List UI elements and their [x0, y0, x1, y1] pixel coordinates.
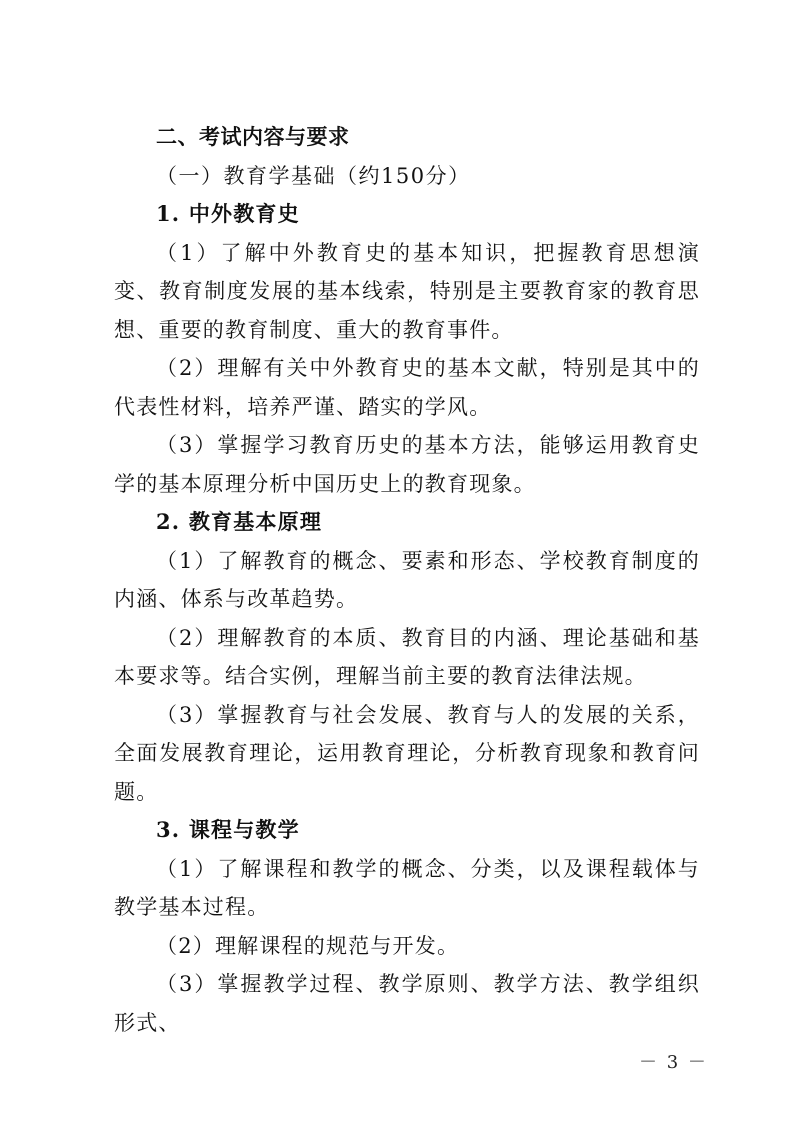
part-2-title: 2. 教育基本原理	[156, 509, 323, 534]
part-3-item-2: （2）理解课程的规范与开发。	[156, 933, 460, 958]
document-body	[114, 118, 700, 1042]
part-3-title: 3. 课程与教学	[156, 817, 300, 842]
part-1-item-3: （3）掌握学习教育历史的基本方法，能够运用教育史学的基本原理分析中国历史上的教育现象。	[114, 433, 700, 496]
part-1-title: 1. 中外教育史	[156, 201, 300, 226]
page-number: － 3 －	[639, 1052, 708, 1073]
part-3-item-1: （1）了解课程和教学的概念、分类，以及课程载体与教学基本过程。	[114, 856, 700, 919]
part-2-item-1: （1）了解教育的概念、要素和形态、学校教育制度的内涵、体系与改革趋势。	[114, 548, 700, 611]
subsection-heading: （一）教育学基础（约150分）	[156, 163, 471, 188]
part-1-item-1: （1）了解中外教育史的基本知识，把握教育思想演变、教育制度发展的基本线索，特别是主要教育家的教育思想、重要的教育制度、重大的教育事件。	[114, 240, 700, 342]
part-2-item-3: （3）掌握教育与社会发展、教育与人的发展的关系，全面发展教育理论，运用教育理论，分析教育现象和教育问题。	[114, 702, 700, 804]
section-heading: 二、考试内容与要求	[156, 125, 350, 149]
part-2-item-2: （2）理解教育的本质、教育目的内涵、理论基础和基本要求等。结合实例，理解当前主要的教育法律法规。	[114, 625, 700, 688]
part-3-item-3: （3）掌握教学过程、教学原则、教学方法、教学组织形式、	[114, 972, 700, 1035]
part-1-item-2: （2）理解有关中外教育史的基本文献，特别是其中的代表性材料，培养严谨、踏实的学风。	[114, 356, 700, 419]
